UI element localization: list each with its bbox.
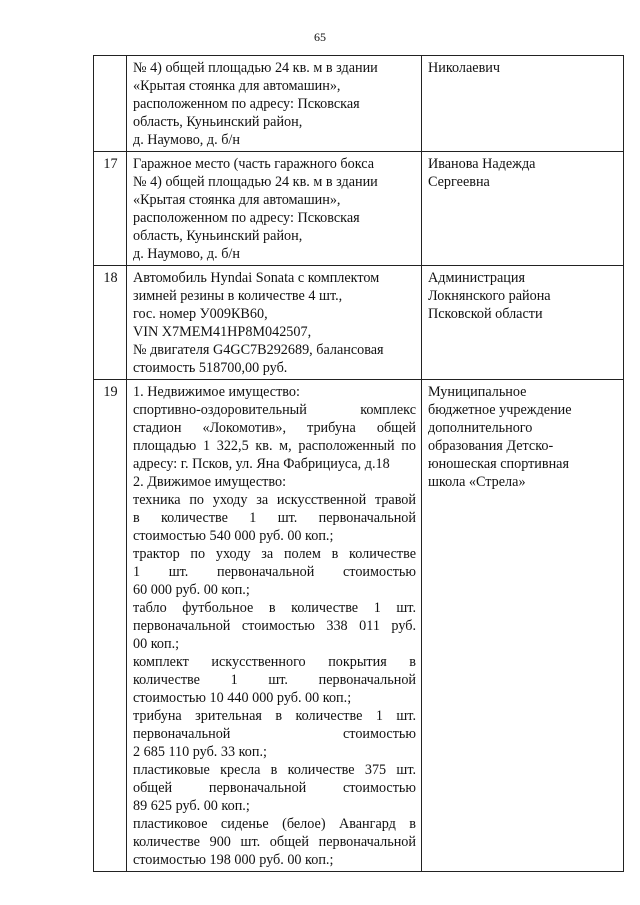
description-line: в количестве 1 шт. первоначальной (133, 510, 416, 526)
description-line: табло футбольное в количестве 1 шт. (133, 600, 416, 616)
description-line: Автомобиль Hyndai Sonata с комплектом (133, 270, 380, 286)
description-line: гос. номер У009КВ60, (133, 306, 268, 322)
description-line: пластиковые кресла в количестве 375 шт. (133, 762, 416, 778)
description-line: область, Куньинский район, (133, 114, 303, 130)
description-line: Гаражное место (часть гаражного бокса (133, 156, 375, 172)
description-line: первоначальной стоимостью 338 011 руб. (133, 618, 416, 634)
description-line: стоимость 518700,00 руб. (133, 360, 288, 376)
description-line: количестве 900 шт. общей первоначальной (133, 834, 416, 850)
description-line: стадион «Локомотив», трибуна общей (133, 420, 416, 436)
recipient-line: Николаевич (428, 60, 501, 76)
description-line: № 4) общей площадью 24 кв. м в здании (133, 174, 378, 190)
description-line: VIN X7MEM41HP8M042507, (133, 324, 312, 340)
property-description (127, 380, 422, 872)
description-line: № двигателя G4GC7B292689, балансовая (133, 342, 384, 358)
row-number: 18 (94, 266, 127, 380)
description-line: пластиковое сиденье (белое) Авангард в (133, 816, 416, 832)
recipient-line: Локнянского района (428, 288, 551, 304)
description-line: спортивно-оздоровительный комплекс (133, 402, 416, 418)
description-line: 00 коп.; (133, 636, 180, 652)
description-line: трактор по уходу за полем в количестве (133, 546, 416, 562)
description-line: комплект искусственного покрытия в (133, 654, 416, 670)
description-line: 89 625 руб. 00 коп.; (133, 798, 250, 814)
description-line: «Крытая стоянка для автомашин», (133, 192, 341, 208)
description-line: 1 шт. первоначальной стоимостью (133, 564, 416, 580)
description-line: д. Наумово, д. б/н (133, 132, 240, 148)
recipient-line: бюджетное учреждение (428, 402, 572, 418)
recipient (422, 152, 624, 266)
property-description (127, 266, 422, 380)
description-line: 2. Движимое имущество: (133, 474, 287, 490)
property-description (127, 56, 422, 152)
description-line: зимней резины в количестве 4 шт., (133, 288, 343, 304)
description-line: общей первоначальной стоимостью (133, 780, 416, 796)
property-description (127, 152, 422, 266)
table-row (94, 380, 624, 872)
description-line: область, Куньинский район, (133, 228, 303, 244)
description-line: 1. Недвижимое имущество: (133, 384, 300, 400)
description-line: расположенном по адресу: Псковская (133, 210, 360, 226)
table-row (94, 266, 624, 380)
recipient-line: Муниципальное (428, 384, 527, 400)
recipient-line: Администрация (428, 270, 525, 286)
row-number: 17 (94, 152, 127, 266)
property-table (93, 55, 624, 872)
description-line: № 4) общей площадью 24 кв. м в здании (133, 60, 378, 76)
description-line: стоимостью 540 000 руб. 00 коп.; (133, 528, 334, 544)
description-line: трибуна зрительная в количестве 1 шт. (133, 708, 416, 724)
recipient (422, 380, 624, 872)
table-row (94, 56, 624, 152)
description-line: площадью 1 322,5 кв. м, расположенный по (133, 438, 416, 454)
recipient (422, 266, 624, 380)
page-number: 65 (314, 30, 326, 44)
description-line: 60 000 руб. 00 коп.; (133, 582, 250, 598)
description-line: расположенном по адресу: Псковская (133, 96, 360, 112)
description-line: количестве 1 шт. первоначальной (133, 672, 416, 688)
recipient-line: дополнительного (428, 420, 533, 436)
description-line: стоимостью 10 440 000 руб. 00 коп.; (133, 690, 352, 706)
description-line: д. Наумово, д. б/н (133, 246, 240, 262)
recipient-line: юношеская спортивная (428, 456, 570, 472)
recipient-line: школа «Стрела» (428, 474, 526, 490)
description-line: адресу: г. Псков, ул. Яна Фабрициуса, д.18 (133, 456, 390, 472)
recipient-line: Сергеевна (428, 174, 490, 190)
description-line: техника по уходу за искусственной травой (133, 492, 416, 508)
description-line: «Крытая стоянка для автомашин», (133, 78, 341, 94)
description-line: 2 685 110 руб. 33 коп.; (133, 744, 267, 760)
row-number (94, 56, 127, 152)
recipient-line: образования Детско- (428, 438, 554, 454)
recipient-line: Иванова Надежда (428, 156, 536, 172)
description-line: первоначальной стоимостью (133, 726, 416, 742)
row-number: 19 (94, 380, 127, 872)
table-row (94, 152, 624, 266)
recipient-line: Псковской области (428, 306, 543, 322)
description-line: стоимостью 198 000 руб. 00 коп.; (133, 852, 334, 868)
recipient (422, 56, 624, 152)
